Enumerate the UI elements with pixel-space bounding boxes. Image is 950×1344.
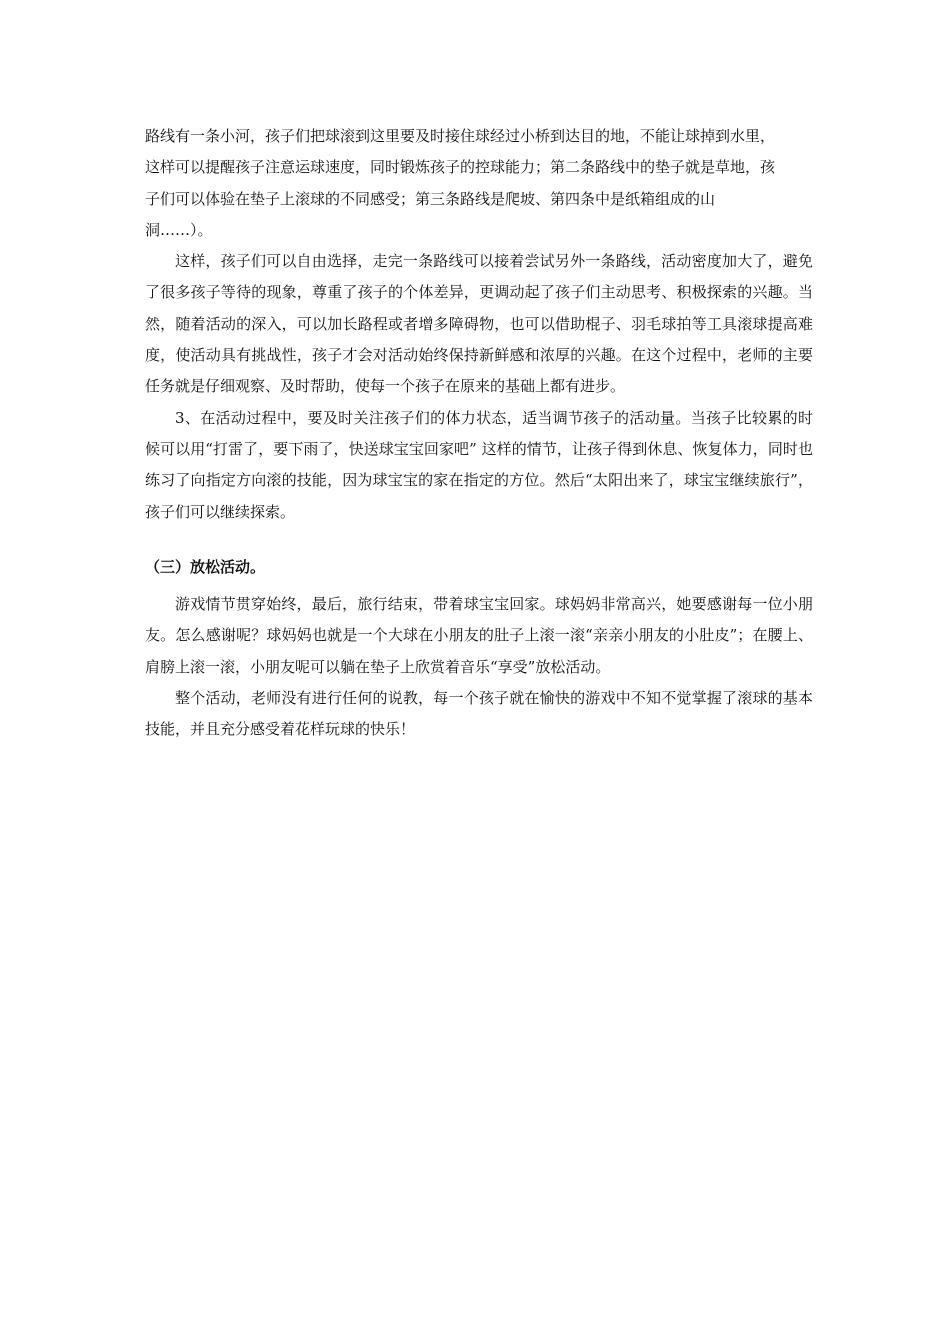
paragraph-free-choice: 这样，孩子们可以自由选择，走完一条路线可以接着尝试另外一条路线，活动密度加大了，避免了很多孩子等待的现象，尊重了孩子的个体差异，更调动起了孩子们主动思考、积极探索的兴趣。当然，随着活动的深入，可以加长路程或者增多障碍物，也可以借助棍子、羽毛球拍等工具滚球提高难度，使活动具有挑战性，孩子才会对活动始终保持新鲜感和浓厚的兴趣。在这个过程中，老师的主要任务就是仔细观察、及时帮助，使每一个孩子在原来的基础上都有进步。 xyxy=(145,252,813,396)
continuation-line-3: 子们可以体验在垫子上滚球的不同感受；第三条路线是爬坡、第四条中是纸箱组成的山 xyxy=(145,189,716,208)
continuation-paragraph xyxy=(145,121,813,246)
document-body xyxy=(145,121,813,746)
paragraph-summary: 整个活动，老师没有进行任何的说教，每一个孩子就在愉快的游戏中不知不觉掌握了滚球的基本技能，并且充分感受着花样玩球的快乐！ xyxy=(145,689,813,739)
continuation-line-4: 洞……）。 xyxy=(145,220,213,239)
paragraph-relax-activity: 游戏情节贯穿始终，最后，旅行结束，带着球宝宝回家。球妈妈非常高兴，她要感谢每一位小朋友。怎么感谢呢？球妈妈也就是一个大球在小朋友的肚子上滚一滚“亲亲小朋友的小肚皮”；在腰上、肩膀上滚一滚，小朋友呢可以躺在垫子上欣赏着音乐“享受”放松活动。 xyxy=(145,595,813,676)
paragraph-step-3: 3、在活动过程中，要及时关注孩子们的体力状态，适当调节孩子的活动量。当孩子比较累的时候可以用“打雷了，要下雨了，快送球宝宝回家吧” 这样的情节，让孩子得到休息、恢复体力，同时也练习了向指定方向滚的技能，因为球宝宝的家在指定的方位。然后“太阳出来了，球宝宝继续旅行”，孩子们可以继续探索。 xyxy=(145,408,813,521)
section-heading-relax: （三）放松活动。 xyxy=(145,557,266,576)
continuation-line-1: 路线有一条小河，孩子们把球滚到这里要及时接住球经过小桥到达目的地，不能让球掉到水里， xyxy=(145,127,776,145)
continuation-line-2: 这样可以提醒孩子注意运球速度，同时锻炼孩子的控球能力；第二条路线中的垫子就是草地，孩 xyxy=(145,158,776,177)
